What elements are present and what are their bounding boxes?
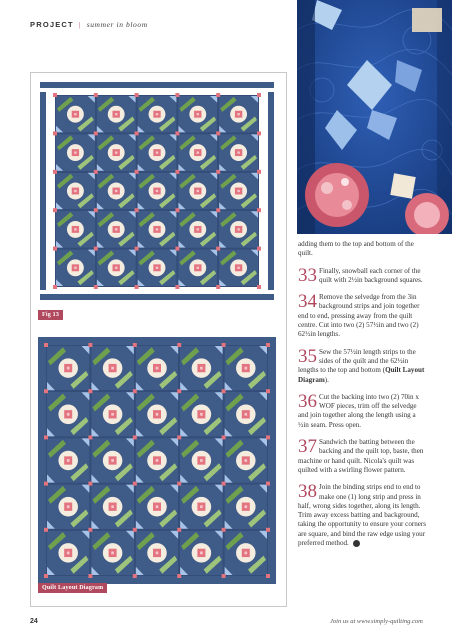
intro-paragraph: adding them to the top and bottom of the quilt. xyxy=(298,240,414,258)
step-number: 36 xyxy=(298,392,317,412)
fig13-label: Fig 13 xyxy=(38,310,63,320)
instructions-column xyxy=(298,240,428,556)
layout-diagram-label: Quilt Layout Diagram xyxy=(38,583,107,593)
section-label: PROJECT xyxy=(30,20,74,29)
step-38 xyxy=(298,483,428,548)
step-36 xyxy=(298,393,428,430)
step-35 xyxy=(298,348,428,385)
quilt-layout-image xyxy=(38,337,276,584)
step-number: 34 xyxy=(298,293,317,313)
step-text: Join the binding strips end to end to make one (1) long strip and press in half, wrong sides together, along its length. Trim away excess batting and background, taking the opportunity to ensure your corners are square, and bind the raw edge using your preferred method. xyxy=(298,483,427,548)
header-separator: | xyxy=(78,20,82,29)
end-mark-icon xyxy=(353,540,360,547)
step-text-bold: Quilt Layout Diagram xyxy=(298,366,425,384)
step-number: 33 xyxy=(298,266,317,286)
step-text: Finally, snowball each corner of the quilt with 2½in background squares. xyxy=(319,266,423,284)
footer-website: Join us at www.simply-quilting.com xyxy=(330,618,423,625)
step-text: Sandwich the batting between the backing and the quilt top, baste, then machine or hand quilt. Nicola's quilt was quilted with a swirling flower pattern. xyxy=(298,438,424,474)
step-text: Remove the selvedge from the 3in background strips and join together end to end, pressing away from the quilt centre. Cut into two (2) 57½in and two (2) 62½in lengths. xyxy=(298,293,420,339)
step-number: 35 xyxy=(298,347,317,367)
step-text: Sew the 57½in length strips to the sides of the quilt and the 62½in lengths to the top and bottom ( xyxy=(298,347,416,375)
project-title: summer in bloom xyxy=(86,20,148,29)
step-number: 38 xyxy=(298,483,317,503)
step-37 xyxy=(298,438,428,475)
step-text-after: ). xyxy=(324,375,329,384)
step-33 xyxy=(298,267,428,286)
page-number: 24 xyxy=(30,618,38,625)
step-text: Cut the backing into two (2) 70in x WOF pieces, trim off the selvedge and join together along the length using a ½in seam. Press open. xyxy=(298,392,419,429)
step-34 xyxy=(298,293,428,339)
quilt-detail-photo xyxy=(297,0,452,234)
page-header xyxy=(30,20,148,29)
fig13-quilt-image xyxy=(38,78,276,304)
step-number: 37 xyxy=(298,438,317,458)
